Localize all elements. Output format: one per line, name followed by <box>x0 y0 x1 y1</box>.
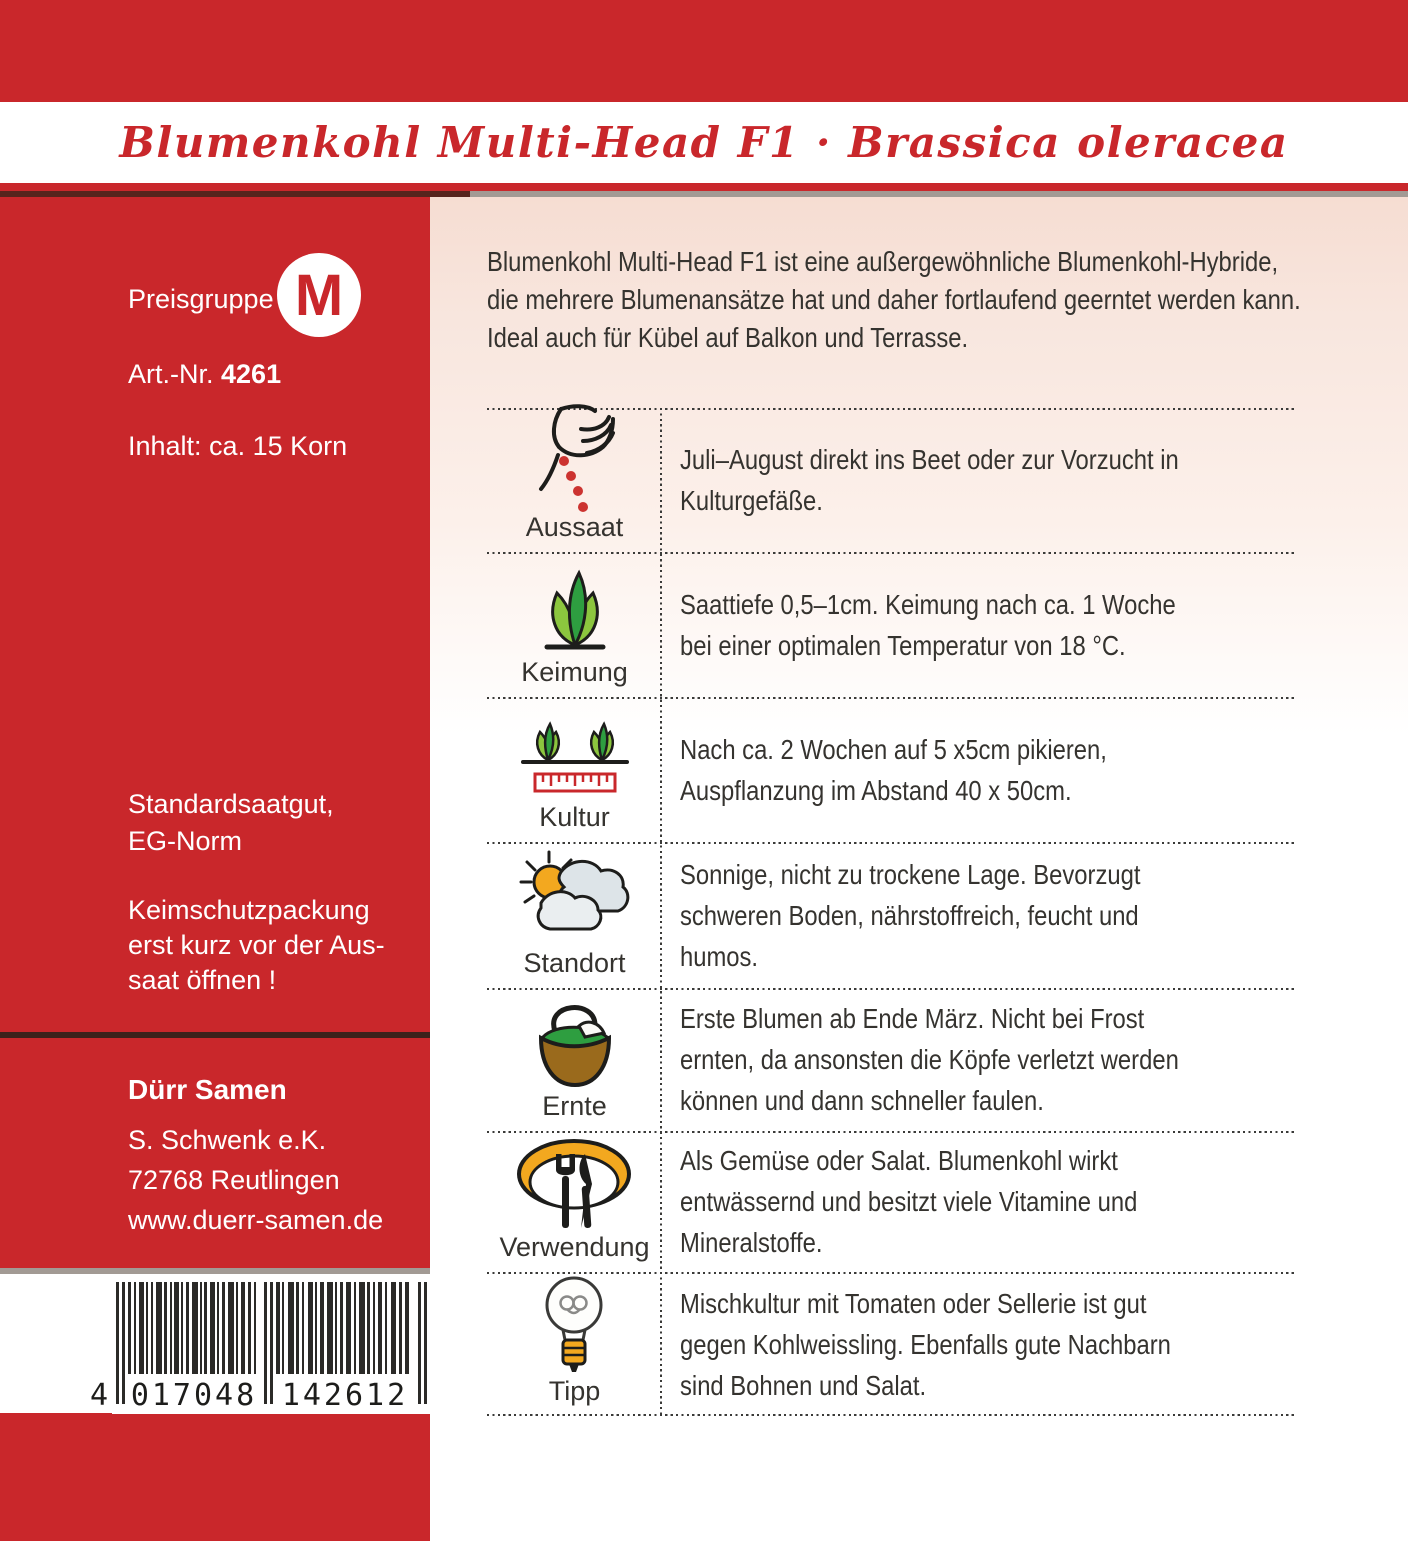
barcode-right-digits: 142612 <box>281 1378 409 1413</box>
row-label: Tipp <box>548 1376 601 1406</box>
intro-paragraph: Blumenkohl Multi-Head F1 ist eine außergewöhnliche Blumenkohl-Hybride, die mehrere Blumenansätze hat und daher fortlaufend geerntet werden kann. Ideal auch für Kübel auf Balkon und Terrasse. <box>487 246 1301 353</box>
germination-protection-text: Keimschutzpackung erst kurz vor der Aus- saat öffnen ! <box>128 895 385 995</box>
content-quantity: Inhalt: ca. 15 Korn <box>128 431 348 461</box>
plate-cutlery-icon <box>510 1132 640 1236</box>
table-row-standort <box>487 842 1297 988</box>
harvest-basket-icon <box>527 993 623 1091</box>
company-owner: S. Schwenk e.K. <box>128 1125 327 1155</box>
article-number <box>128 356 281 392</box>
accent-strip <box>0 183 1408 191</box>
sprout-icon <box>529 559 621 655</box>
page-title: Blumenkohl Multi-Head F1 · Brassica oleracea <box>119 118 1289 167</box>
row-text: Juli–August direkt ins Beet oder zur Vorzucht in Kulturgefäße. <box>680 444 1179 516</box>
barcode <box>89 1282 430 1414</box>
row-label: Keimung <box>521 657 628 687</box>
table-row-aussaat <box>487 408 1297 552</box>
company-website: www.duerr-samen.de <box>128 1205 384 1235</box>
row-label: Kultur <box>539 802 610 832</box>
table-row-tipp <box>487 1272 1297 1416</box>
company-city: 72768 Reutlingen <box>128 1165 340 1195</box>
row-text: Saattiefe 0,5–1cm. Keimung nach ca. 1 Woche bei einer optimalen Temperatur von 18 °C. <box>680 588 1176 661</box>
article-number-value: 4261 <box>221 359 282 389</box>
row-text: Als Gemüse oder Salat. Blumenkohl wirkt entwässernd und besitzt viele Vitamine und Mineralstoffe. <box>680 1145 1138 1258</box>
row-label: Aussaat <box>525 512 624 542</box>
table-row-ernte <box>487 988 1297 1131</box>
seed-standard-text: Standardsaatgut, EG-Norm <box>128 789 334 856</box>
table-row-kultur <box>487 697 1297 842</box>
bottom-red-block <box>0 1413 430 1541</box>
barcode-lead-digit: 4 <box>89 1378 109 1413</box>
lightbulb-icon <box>532 1272 618 1380</box>
row-label: Ernte <box>542 1091 607 1121</box>
row-text: Erste Blumen ab Ende März. Nicht bei Frost ernten, da ansonsten die Köpfe verletzt werden können und dann schneller faulen. <box>680 1003 1179 1116</box>
sidebar-bottom-divider-line <box>0 1268 430 1274</box>
sun-clouds-icon <box>513 848 637 946</box>
content-area <box>430 197 1408 1541</box>
seedlings-ruler-icon <box>515 702 635 802</box>
row-text: Mischkultur mit Tomaten oder Sellerie ist gut gegen Kohlweissling. Ebenfalls gute Nachbarn sind Bohnen und Salat. <box>680 1287 1171 1401</box>
article-number-label: Art.-Nr. <box>128 359 214 389</box>
row-label: Verwendung <box>499 1232 650 1262</box>
table-row-verwendung <box>487 1131 1297 1272</box>
price-group-label: Preisgruppe <box>128 284 274 314</box>
row-label: Standort <box>523 948 626 978</box>
barcode-left-digits: 017048 <box>130 1378 258 1413</box>
row-text: Sonnige, nicht zu trockene Lage. Bevorzugt schweren Boden, nährstoffreich, feucht und humos. <box>680 858 1141 972</box>
price-group-badge: M <box>277 253 361 337</box>
row-text: Nach ca. 2 Wochen auf 5 x5cm pikieren, Auspflanzung im Abstand 40 x 50cm. <box>680 733 1107 806</box>
company-name: Dürr Samen <box>128 1074 287 1105</box>
table-row-keimung <box>487 552 1297 697</box>
info-table <box>487 408 1297 1417</box>
sowing-hand-icon <box>525 403 625 521</box>
title-band <box>0 102 1408 183</box>
top-red-bar <box>0 0 1408 102</box>
